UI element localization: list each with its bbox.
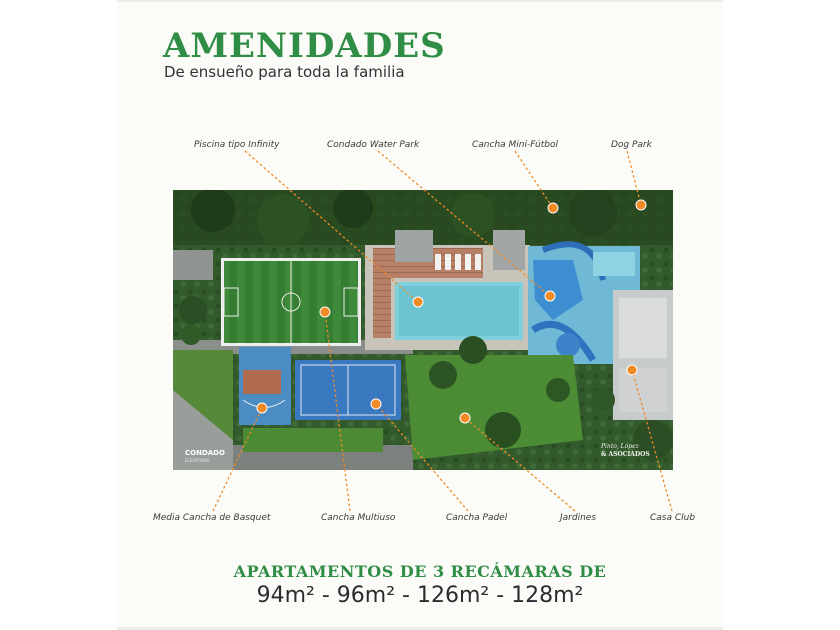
watermark-line2: & ASOCIADOS <box>601 451 650 458</box>
site-plan-illustration <box>173 190 673 470</box>
page-subtitle: De ensueño para toda la familia <box>164 63 405 81</box>
label-cancha-mini-futbol: Cancha Mini-Fútbol <box>472 140 559 150</box>
watermark-line1: Pinto, López <box>601 443 639 450</box>
label-media-cancha-basquet: Media Cancha de Basquet <box>153 513 271 523</box>
label-cancha-padel: Cancha Padel <box>446 513 508 523</box>
label-casa-club: Casa Club <box>650 513 696 523</box>
logo-subtext: ELEVATIONS <box>185 458 210 463</box>
page-title: AMENIDADES <box>163 26 446 66</box>
label-cancha-multiuso: Cancha Multiuso <box>321 513 396 523</box>
label-piscina-infinity: Piscina tipo Infinity <box>194 140 280 150</box>
apartments-heading: APARTAMENTOS DE 3 RECÁMARAS DE <box>233 562 607 581</box>
label-water-park: Condado Water Park <box>327 140 420 150</box>
apartment-sizes: 94m² - 96m² - 126m² - 128m² <box>256 583 584 608</box>
site-plan-aerial-image <box>173 190 673 470</box>
label-jardines: Jardines <box>560 513 597 523</box>
divider-top <box>117 0 723 2</box>
label-dog-park: Dog Park <box>611 140 652 150</box>
logo-text: CONDADO <box>185 449 225 457</box>
